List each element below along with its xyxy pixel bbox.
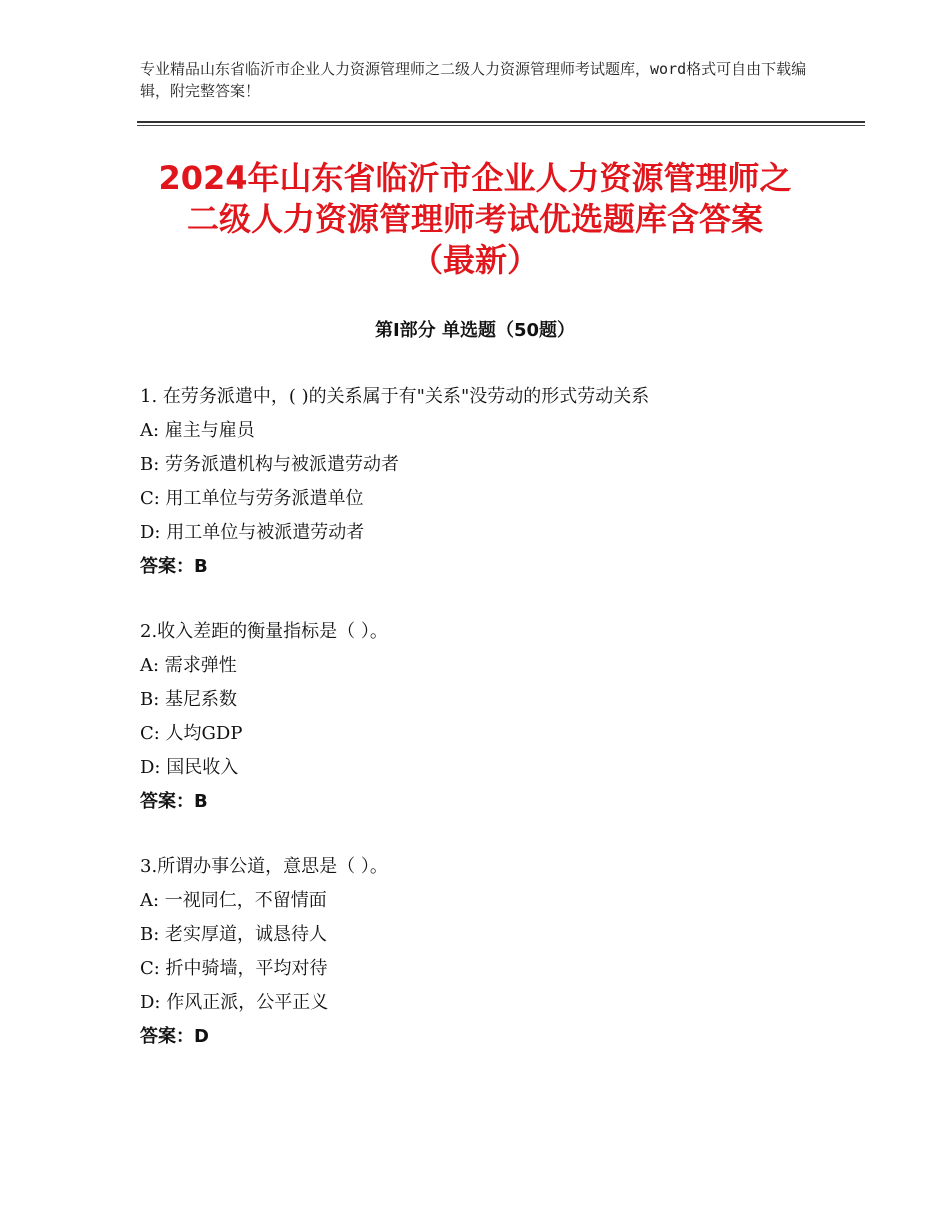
option-a: A: 雇主与雇员 [140,420,255,441]
title-line-3: （最新） [410,241,539,279]
option-c: C: 人均GDP [140,723,243,744]
question-1 [140,380,860,584]
document-title [100,158,850,281]
option-c: C: 折中骑墙，平均对待 [140,958,328,979]
title-line-2: 二级人力资源管理师考试优选题库含答案 [186,200,763,238]
option-d: D: 国民收入 [140,757,239,778]
title-line-1: 2024年山东省临沂市企业人力资源管理师之 [158,159,792,197]
option-b: B: 基尼系数 [140,689,238,710]
section-title: 第Ⅰ部分 单选题（50题） [374,320,575,341]
question-stem: 1. 在劳务派遣中，( )的关系属于有"关系"没劳动的形式劳动关系 [140,386,650,407]
header-rule-thick [137,121,865,123]
option-d: D: 用工单位与被派遣劳动者 [140,522,365,543]
question-2 [140,615,860,819]
header-rule-thin [137,125,865,126]
answer: 答案：B [140,556,208,577]
option-a: A: 需求弹性 [140,655,237,676]
header-note: 专业精品山东省临沂市企业人力资源管理师之二级人力资源管理师考试题库，word格式可自由下载编辑，附完整答案！ [140,60,807,100]
option-b: B: 劳务派遣机构与被派遣劳动者 [140,454,400,475]
answer: 答案：B [140,791,208,812]
question-3 [140,850,860,1054]
option-d: D: 作风正派，公平正义 [140,992,329,1013]
question-stem: 2.收入差距的衡量指标是（ ）。 [140,621,388,642]
option-c: C: 用工单位与劳务派遣单位 [140,488,364,509]
option-a: A: 一视同仁，不留情面 [140,890,327,911]
question-list [140,380,860,1085]
question-stem: 3.所谓办事公道，意思是（ ）。 [140,856,388,877]
answer: 答案：D [140,1026,209,1047]
option-b: B: 老实厚道，诚恳待人 [140,924,328,945]
